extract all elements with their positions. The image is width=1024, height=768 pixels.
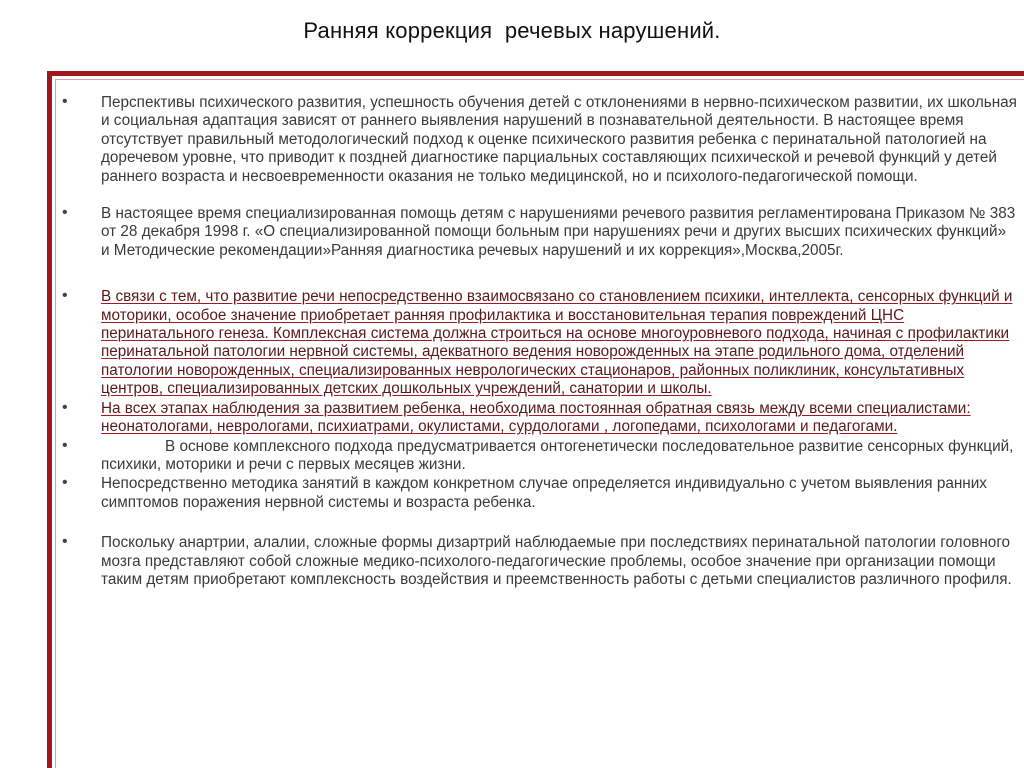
bullet-marker: •	[62, 474, 68, 492]
bullet-text: В связи с тем, что развитие речи непосредственно взаимосвязано со становлением психики, интеллекта, сенсорных функций и моторики, особое значение приобретает ранняя профилактика и восстановительная терапия повреждений ЦНС перинатального генеза. Комплексная система должна строиться на основе многоуровневого подхода, начиная с профилактики перинатальной патологии нервной системы, адекватного ведения новорожденных на этапе родильного дома, отделений патологии новорожденных, специализированных неврологических стационаров, районных поликлиник, консультативных центров, специализированных детских дошкольных учреждений, санатории и школы.	[101, 288, 1013, 398]
bullet-text: Перспективы психического развития, успешность обучения детей с отклонениями в нервно-психическом развитии, их школьная и социальная адаптация зависят от раннего выявления нарушений в познавательной деятельности. В настоящее время отсутствует правильный методологический подход к оценке психического развития ребенка с перинатальной патологией на доречевом уровне, что приводит к поздней диагностике парциальных составляющих психической и речевой функций у детей раннего возраста и несвоевременности оказания не только медицинской, но и психолого-педагогической помощи.	[101, 94, 1017, 185]
bullet-marker: •	[62, 398, 68, 416]
bullet-text: В основе комплексного подхода предусматривается онтогенетически последовательное развитие сенсорных функций, психики, моторики и речи с первых месяцев жизни.	[101, 437, 1014, 473]
bullet-list	[62, 94, 1017, 589]
bullet-text: На всех этапах наблюдения за развитием ребенка, необходима постоянная обратная связь между всеми специалистами: неонатологами, неврологами, психиатрами, окулистами, сурдологами , логопедами, психологами и педагогами.	[101, 399, 971, 436]
bullet-item-ontogenetic-development	[62, 438, 1017, 475]
bullet-marker: •	[62, 204, 68, 222]
bullet-item-regulation-order	[62, 205, 1017, 260]
bullet-marker: •	[62, 533, 68, 551]
bullet-text: В настоящее время специализированная помощь детям с нарушениями речевого развития регламентирована Приказом № 383 от 28 декабря 1998 г. «О специализированной помощи больным при нарушениях речи и других высших психических функций» и Методические рекомендации»Ранняя диагностика речевых нарушений и их коррекция»,Москва,2005г.	[101, 205, 1016, 259]
bullet-item-individual-method	[62, 475, 1017, 512]
bullet-text-wrapper	[101, 438, 1017, 475]
bullet-text: Поскольку анартрии, алалии, сложные формы дизартрий наблюдаемые при последствиях перинатальной патологии головного мозга представляют собой сложные медико-психолого-педагогические проблемы, особое значение при организации помощи таким детям приобретают комплексность воздействия и преемственность работы с детьми специалистов различного профиля.	[101, 534, 1012, 588]
bullet-text: Непосредственно методика занятий в каждом конкретном случае определяется индивидуально с учетом выявления ранних симптомов поражения нервной системы и возраста ребенка.	[101, 475, 987, 511]
bullet-marker: •	[62, 436, 68, 454]
bullet-item-comprehensive-system	[62, 288, 1017, 398]
bullet-marker: •	[62, 287, 68, 305]
bullet-item-specialist-feedback	[62, 400, 1017, 437]
bullet-item-complex-approach	[62, 534, 1017, 589]
bullet-marker: •	[62, 93, 68, 110]
bullet-item-development-prospects	[62, 94, 1017, 186]
slide-title: Ранняя коррекция речевых нарушений.	[303, 18, 721, 43]
